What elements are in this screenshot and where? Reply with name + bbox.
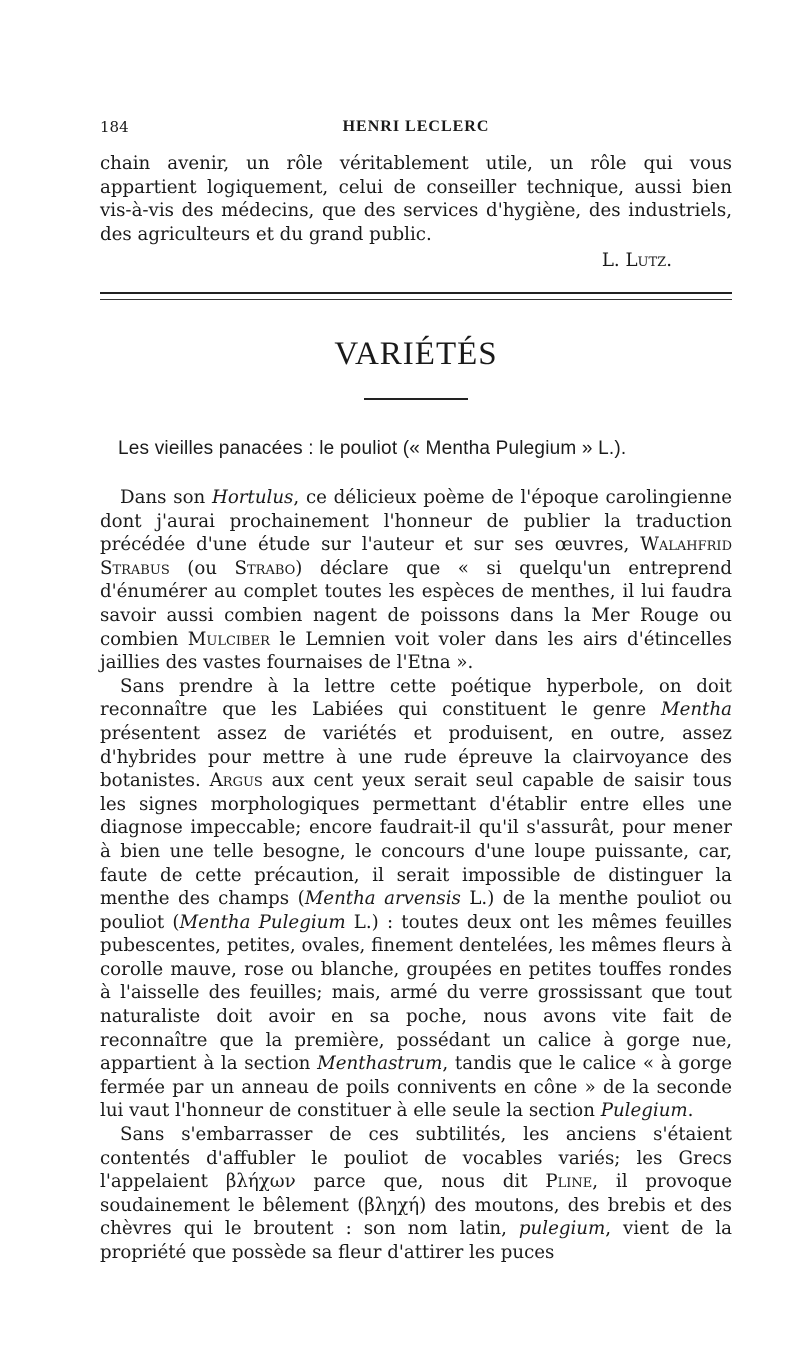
article-title: Les vieilles panacées : le pouliot (« Mentha Pulegium » L.). <box>118 438 627 459</box>
running-head: HENRI LECLERC <box>342 118 490 135</box>
signature-name: Lutz. <box>625 250 672 271</box>
mythic-name: Mulciber <box>187 628 270 650</box>
italic-term: Hortulus <box>212 487 294 508</box>
paragraph-1: Dans son Hortulus, ce délicieux poème de l'époque carolingienne dont j'aurai prochainement l'honneur de publier la traduction précédée d'une étude sur l'auteur et sur ses œuvres, Walahfrid Strabus (ou Strabo) déclare que « si quelqu'un entreprend d'énumérer au complet toutes les espèces de menthes, il lui faudra savoir aussi combien nagent de poissons dans la Mer Rouge ou combien Mulciber le Lemnien voit voler dans les airs d'étincelles jaillies des vastes fournaises de l'Etna ». <box>100 487 732 674</box>
page-header <box>100 118 732 142</box>
title-underline-rule <box>364 398 468 400</box>
signature <box>100 250 672 271</box>
author-name: Strabo <box>234 557 296 579</box>
signature-initial: L. <box>601 250 620 271</box>
italic-term: pulegium <box>518 1218 606 1240</box>
italic-term: Menthastrum <box>317 1053 443 1075</box>
mythic-name: Argus <box>209 770 263 792</box>
page-number: 184 <box>100 118 129 136</box>
author-name: Pline <box>545 1171 593 1193</box>
italic-term: Mentha arvensis <box>304 888 461 910</box>
intro-text: chain avenir, un rôle véritablement utile, un rôle qui vous appartient logiquement, celui de conseiller technique, aussi bien vis-à-vis des médecins, que des services d'hygiène, des industriels, des agriculteurs et du grand public. <box>100 153 732 245</box>
paragraph-3: Sans s'embarrasser de ces subtilités, les anciens s'étaient contentés d'affubler le pouliot de vocables variés; les Grecs l'appelaient βλήχων parce que, nous dit Pline, il provoque soudainement le bêlement (βληχή) des moutons, des brebis et des chèvres qui le broutent : son nom latin, pulegium, vient de la propriété que possède sa fleur d'attirer les puces <box>100 1124 732 1263</box>
italic-term: Mentha Pulegium <box>179 911 346 933</box>
double-rule-divider <box>100 292 732 300</box>
article-body <box>100 486 732 1265</box>
paragraph-2: Sans prendre à la lettre cette poétique hyperbole, on doit reconnaître que les Labiées qui constituent le genre Mentha présentent assez de variétés et produisent, en outre, assez d'hybrides pour mettre à une rude épreuve la clairvoyance des botanistes. Argus aux cent yeux serait seul capable de saisir tous les signes morphologiques permettant d'établir entre elles une diagnose impeccable; encore faudrait-il qu'il s'assurât, pour mener à bien une telle besogne, le concours d'une loupe puissante, car, faute de cette précaution, il serait impossible de distinguer la menthe des champs (Mentha arvensis L.) de la menthe pouliot ou pouliot (Mentha Pulegium L.) : toutes deux ont les mêmes feuilles pubescentes, petites, ovales, finement dentelées, les mêmes fleurs à corolle mauve, rose ou blanche, groupées en petites touffes rondes à l'aisselle des feuilles; mais, armé du verre grossissant que tout naturaliste doit avoir en sa poche, nous avons vite fait de reconnaître que la première, possédant un calice à gorge nue, appartient à la section Menthastrum, tandis que le calice « à gorge fermée par un anneau de poils connivents en cône » de la seconde lui vaut l'honneur de constituer à elle seule la section Pulegium. <box>100 675 733 1122</box>
author-name: Walahfrid Strabus <box>100 534 732 579</box>
section-title: VARIÉTÉS <box>334 336 498 372</box>
italic-term: Mentha <box>661 699 732 721</box>
intro-paragraph <box>100 152 732 246</box>
italic-term: Pulegium <box>600 1100 688 1122</box>
